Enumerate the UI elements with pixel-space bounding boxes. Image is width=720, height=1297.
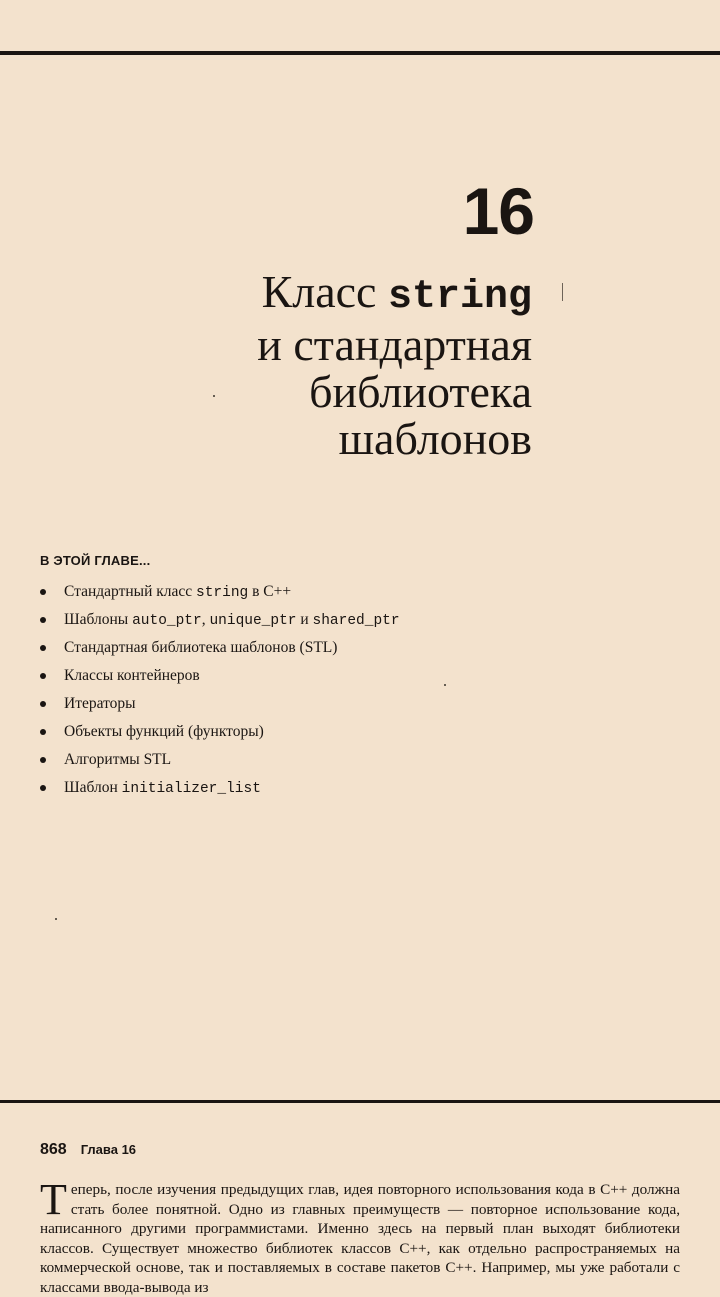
bullet-icon <box>40 701 46 707</box>
margin-mark <box>562 283 563 301</box>
bullet-icon <box>40 645 46 651</box>
list-item <box>40 690 400 718</box>
list-item <box>40 718 400 746</box>
running-head <box>40 1141 136 1159</box>
list-item <box>40 662 400 690</box>
list-item-code: auto_ptr <box>132 613 202 629</box>
list-item-text: , <box>201 611 210 628</box>
print-speck <box>444 684 446 686</box>
list-item <box>40 606 400 634</box>
chapter-number: 16 <box>462 174 534 248</box>
drop-cap: Т <box>40 1175 67 1224</box>
paragraph-text: еперь, после изучения предыдущих глав, идея повторного использования кода в C++ должна стать более понятной. Одно из главных преимуществ — повторное использование кода, написанного другими программистами. Именно здесь на первый план выходят библиотеки классов. Существует множество библиотек классов C++, как отдельно распространяемых на коммерческой основе, так и поставляемых в составе пакетов C++. Например, мы уже работали с классами ввода-вывода из <box>40 1181 680 1296</box>
list-item <box>40 774 400 802</box>
list-item <box>40 746 400 774</box>
chapter-topics-list <box>40 578 400 802</box>
print-speck <box>55 918 57 920</box>
bullet-icon <box>40 785 46 791</box>
list-item-text: Классы контейнеров <box>64 667 200 684</box>
chapter-title <box>257 268 532 462</box>
bullet-icon <box>40 729 46 735</box>
chapter-title-code: string <box>387 275 532 320</box>
bullet-icon <box>40 589 46 595</box>
chapter-title-text: Класс <box>261 266 388 317</box>
list-item-text: Итераторы <box>64 695 136 712</box>
list-item <box>40 634 400 662</box>
list-item-text: Шаблоны <box>64 611 133 628</box>
running-chapter-label: Глава 16 <box>80 1142 137 1157</box>
bullet-icon <box>40 617 46 623</box>
list-item-code: initializer_list <box>121 781 261 797</box>
list-item-text: Алгоритмы STL <box>64 751 172 768</box>
list-item-code: shared_ptr <box>312 613 400 629</box>
page-number: 868 <box>40 1141 67 1158</box>
print-speck <box>213 395 215 397</box>
body-paragraph <box>40 1175 680 1297</box>
bullet-icon <box>40 673 46 679</box>
list-item-text: и <box>296 611 313 628</box>
chapter-title-line-1 <box>257 268 532 321</box>
list-item-code: unique_ptr <box>209 613 297 629</box>
chapter-title-line-3: библиотека <box>309 366 532 417</box>
list-item-text: Стандартная библиотека шаблонов (STL) <box>64 639 338 656</box>
in-this-chapter-heading: В ЭТОЙ ГЛАВЕ... <box>40 553 151 568</box>
list-item-code: string <box>196 585 249 601</box>
bullet-icon <box>40 757 46 763</box>
list-item-text: Шаблон <box>64 779 122 796</box>
top-rule <box>0 51 720 55</box>
page-divider <box>0 1100 720 1103</box>
chapter-title-line-4: шаблонов <box>338 413 532 464</box>
list-item-text: в C++ <box>248 583 292 600</box>
list-item-text: Стандартный класс <box>64 583 197 600</box>
list-item-text: Объекты функций (функторы) <box>64 723 264 740</box>
list-item <box>40 578 400 606</box>
chapter-title-line-2: и стандартная <box>257 319 532 370</box>
